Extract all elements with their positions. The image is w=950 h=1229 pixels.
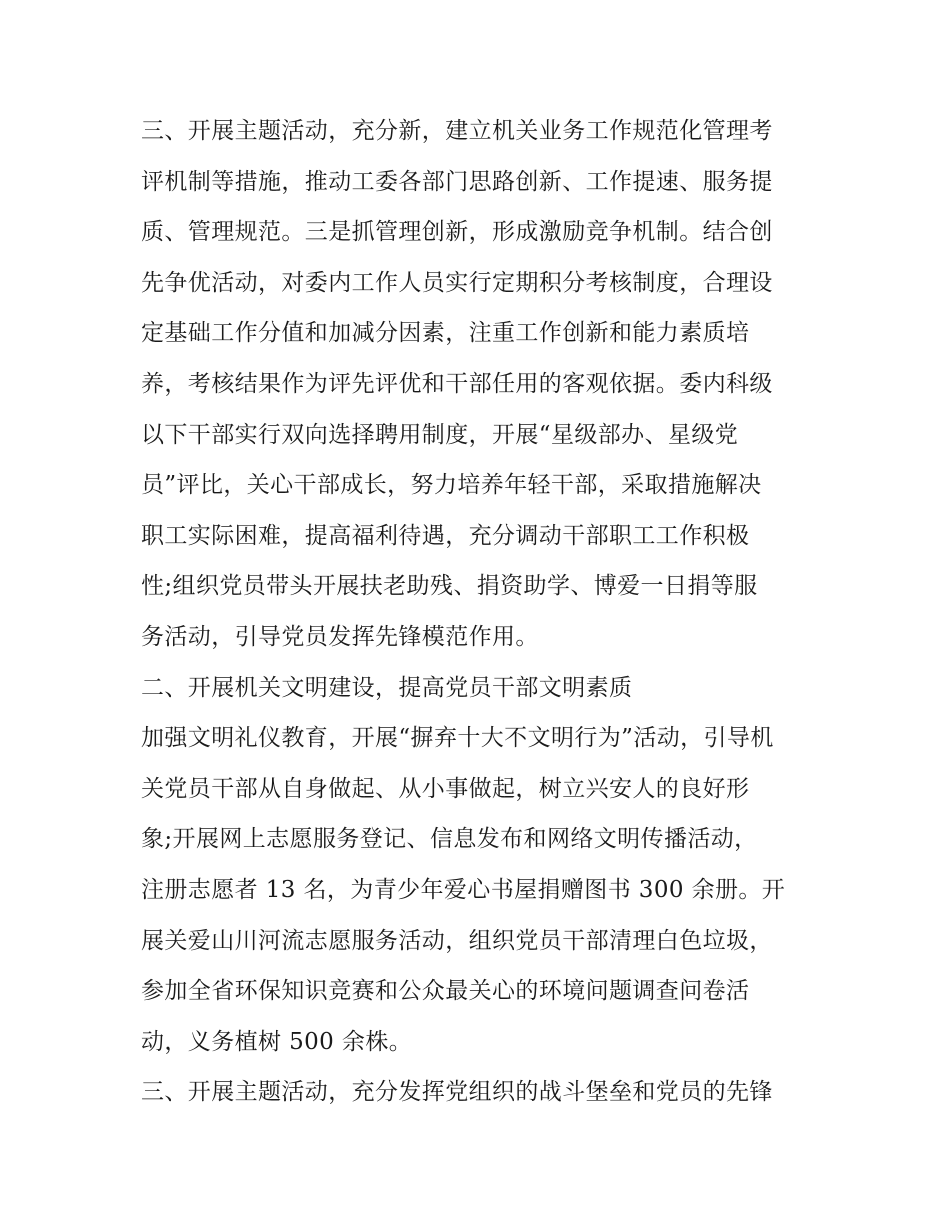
text-line: 务活动，引导党员发挥先锋模范作用。 xyxy=(141,623,539,650)
text-line: 职工实际困难，提高福利待遇，充分调动干部职工工作积极 xyxy=(141,522,750,549)
text-line: 以下干部实行双向选择聘用制度，开展“星级部办、星级党 xyxy=(141,421,739,448)
text-line: 展关爱山川河流志愿服务活动，组织党员干部清理白色垃圾， xyxy=(141,927,773,954)
text-line: 三、开展主题活动，充分新，建立机关业务工作规范化管理考 xyxy=(141,118,773,144)
text-line: 注册志愿者 13 名，为青少年爱心书屋捐赠图书 300 余册。开 xyxy=(141,876,786,903)
text-line: 养，考核结果作为评先评优和干部任用的客观依据。委内科级 xyxy=(141,370,773,397)
text-line: 参加全省环保知识竞赛和公众最关心的环境问题调查问卷活 xyxy=(141,978,750,1005)
text-line: 性;组织党员带头开展扶老助残、捐资助学、博爱一日捐等服 xyxy=(141,573,758,600)
document-body xyxy=(141,106,831,1118)
text-line: 员”评比，关心干部成长，努力培养年轻干部，采取措施解决 xyxy=(141,472,762,499)
text-line: 关党员干部从自身做起、从小事做起，树立兴安人的良好形 xyxy=(141,775,750,802)
section-heading: 二、开展机关文明建设，提高党员干部文明素质 xyxy=(141,674,633,701)
text-line: 先争优活动，对委内工作人员实行定期积分考核制度，合理设 xyxy=(141,269,773,296)
text-line: 评机制等措施，推动工委各部门思路创新、工作提速、服务提 xyxy=(141,168,773,195)
text-line: 动，义务植树 500 余株。 xyxy=(141,1028,413,1055)
section-heading: 三、开展主题活动，充分发挥党组织的战斗堡垒和党员的先锋 xyxy=(141,1079,773,1106)
text-line: 加强文明礼仪教育，开展“摒弃十大不文明行为”活动，引导机 xyxy=(141,725,774,752)
text-line: 象;开展网上志愿服务登记、信息发布和网络文明传播活动， xyxy=(141,826,758,853)
text-line: 质、管理规范。三是抓管理创新，形成激励竞争机制。结合创 xyxy=(141,219,773,246)
text-line: 定基础工作分值和加减分因素，注重工作创新和能力素质培 xyxy=(141,320,750,347)
